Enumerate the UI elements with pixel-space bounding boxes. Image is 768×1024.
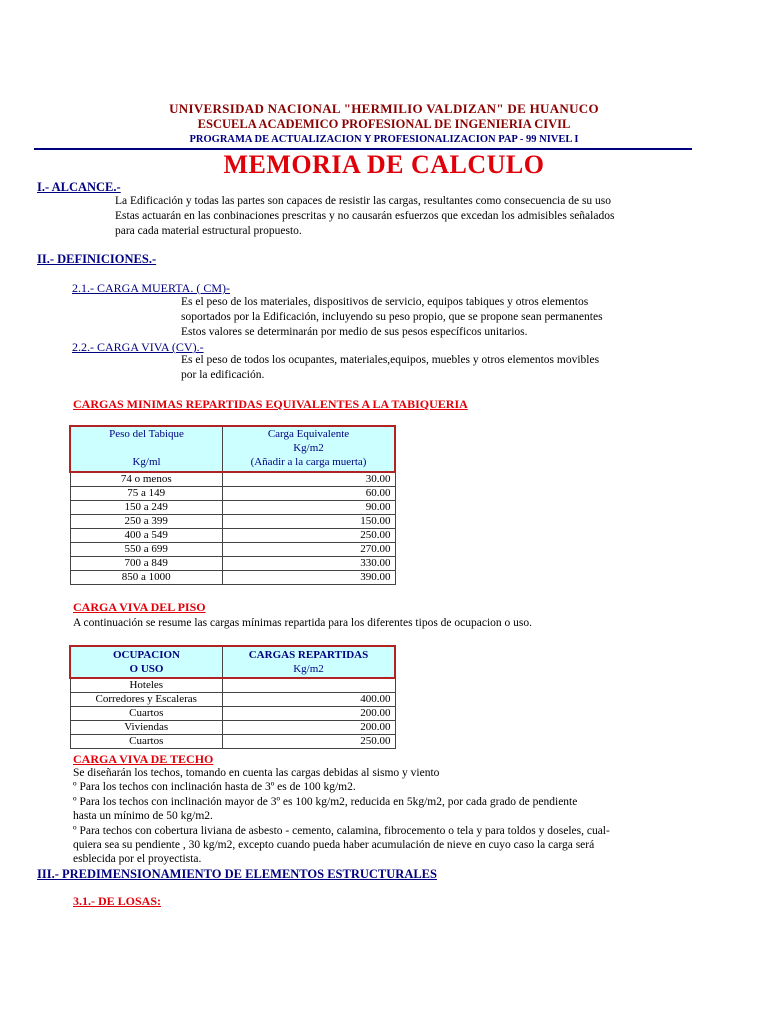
table-row (70, 678, 395, 693)
piso-intro: A continuación se resume las cargas mínimas repartida para los diferentes tipos de ocupacion o uso. (73, 617, 533, 629)
cell-carga: 250.00 (223, 735, 396, 749)
cell-peso: 250 a 399 (70, 515, 223, 529)
cell-carga: 150.00 (223, 515, 396, 529)
cell-ocupacion: Corredores y Escaleras (70, 693, 223, 707)
piso-heading: CARGA VIVA DEL PISO (73, 600, 206, 614)
cell-carga: 330.00 (223, 557, 396, 571)
school-name: ESCUELA ACADEMICO PROFESIONAL DE INGENIERIA CIVIL (197, 117, 571, 131)
table-row (70, 571, 395, 585)
col-ocupacion-subtitle: O USO (129, 663, 164, 675)
col-peso-tabique-title: Peso del Tabique (109, 428, 184, 440)
techo-line-1: Se diseñarán los techos, tomando en cuenta las cargas debidas al sismo y viento (73, 767, 440, 779)
table-row (70, 721, 395, 735)
col-cargas-repartidas (223, 646, 396, 678)
carga-muerta-line-1: Es el peso de los materiales, dispositivos de servicio, equipos tabiques y otros elementos (181, 296, 589, 308)
university-name: UNIVERSIDAD NACIONAL "HERMILIO VALDIZAN" DE HUANUCO (169, 101, 599, 116)
alcance-line-2: Estas actuarán en las conbinaciones prescritas y no causarán esfuerzos que excedan los admisibles señalados (115, 210, 615, 222)
program-name: PROGRAMA DE ACTUALIZACION Y PROFESIONALIZACION PAP - 99 NIVEL I (189, 134, 579, 145)
cell-carga: 400.00 (223, 693, 396, 707)
table-row (70, 487, 395, 501)
cell-carga: 90.00 (223, 501, 396, 515)
techo-line-6: quiera sea su pendiente , 30 kg/m2, excepto cuando pueda haber acumulación de nieve en cuyo caso la carga será (73, 839, 595, 851)
cell-peso: 150 a 249 (70, 501, 223, 515)
cell-carga: 30.00 (223, 472, 396, 487)
table-row (70, 529, 395, 543)
cell-carga: 60.00 (223, 487, 396, 501)
cell-ocupacion: Cuartos (70, 707, 223, 721)
col-carga-equivalente-note: (Añadir a la carga muerta) (250, 456, 367, 468)
cell-peso: 850 a 1000 (70, 571, 223, 585)
techo-line-2: º Para los techos con inclinación hasta de 3º es de 100 kg/m2. (73, 781, 356, 793)
piso-table (69, 645, 396, 749)
piso-table-header (70, 646, 395, 678)
table-row (70, 515, 395, 529)
table-row (70, 543, 395, 557)
carga-viva-line-2: por la edificación. (181, 369, 265, 381)
cell-peso: 700 a 849 (70, 557, 223, 571)
carga-viva-line-1: Es el peso de todos los ocupantes, materiales,equipos, muebles y otros elementos movibles (181, 354, 600, 366)
cell-peso: 400 a 549 (70, 529, 223, 543)
table-row (70, 472, 395, 487)
alcance-line-1: La Edificación y todas las partes son capaces de resistir las cargas, resultantes como consecuencia de su uso (115, 195, 612, 207)
page-title: MEMORIA DE CALCULO (223, 150, 545, 179)
cell-carga: 200.00 (223, 707, 396, 721)
col-cargas-repartidas-title: CARGAS REPARTIDAS (248, 649, 369, 661)
col-ocupacion (70, 646, 223, 678)
table-row (70, 707, 395, 721)
col-carga-equivalente-title: Carga Equivalente (267, 428, 350, 440)
cell-carga (223, 678, 396, 693)
cell-carga: 250.00 (223, 529, 396, 543)
cell-carga: 390.00 (223, 571, 396, 585)
table-row (70, 557, 395, 571)
carga-muerta-line-3: Estos valores se determinarán por medio de sus pesos específicos unitarios. (181, 326, 528, 338)
alcance-line-3: para cada material estructural propuesto. (115, 225, 302, 237)
table-row (70, 693, 395, 707)
cell-peso: 75 a 149 (70, 487, 223, 501)
col-ocupacion-title: OCUPACION (112, 649, 180, 661)
section-predim-heading: III.- PREDIMENSIONAMIENTO DE ELEMENTOS ESTRUCTURALES (37, 867, 437, 881)
col-peso-tabique-unit: Kg/ml (132, 456, 161, 468)
techo-line-3: º Para los techos con inclinación mayor de 3º es 100 kg/m2, reducida en 5kg/m2, por cada grado de pendiente (73, 796, 578, 808)
col-peso-tabique (70, 426, 223, 472)
carga-muerta-label: 2.1.- CARGA MUERTA. ( CM)- (72, 281, 230, 295)
techo-line-7: esblecida por el proyectista. (73, 853, 202, 865)
techo-heading: CARGA VIVA DE TECHO (73, 752, 214, 766)
cell-carga: 200.00 (223, 721, 396, 735)
table-row (70, 501, 395, 515)
section-definiciones-heading: II.- DEFINICIONES.- (37, 252, 157, 266)
carga-muerta-line-2: soportados por la Edificación, incluyendo su peso propio, que se propone sean permanentes (181, 311, 603, 323)
section-alcance-heading: I.- ALCANCE.- (37, 180, 121, 194)
carga-viva-label: 2.2.- CARGA VIVA (CV).- (72, 340, 204, 354)
tabiqueria-heading: CARGAS MINIMAS REPARTIDAS EQUIVALENTES A LA TABIQUERIA (73, 397, 468, 411)
col-cargas-repartidas-unit: Kg/m2 (293, 663, 324, 675)
losas-heading: 3.1.- DE LOSAS: (73, 894, 162, 908)
cell-ocupacion: Hoteles (70, 678, 223, 693)
tabiqueria-table (69, 425, 396, 585)
col-carga-equivalente (223, 426, 396, 472)
techo-line-4: hasta un mínimo de 50 kg/m2. (73, 810, 213, 822)
tabiqueria-table-header (70, 426, 395, 472)
cell-carga: 270.00 (223, 543, 396, 557)
col-carga-equivalente-unit: Kg/m2 (293, 442, 324, 454)
techo-line-5: º Para techos con cobertura liviana de asbesto - cemento, calamina, fibrocemento o tela y para toldos y doseles, cual- (73, 825, 610, 837)
cell-peso: 550 a 699 (70, 543, 223, 557)
table-row (70, 735, 395, 749)
cell-ocupacion: Cuartos (70, 735, 223, 749)
cell-ocupacion: Viviendas (70, 721, 223, 735)
cell-peso: 74 o menos (70, 472, 223, 487)
